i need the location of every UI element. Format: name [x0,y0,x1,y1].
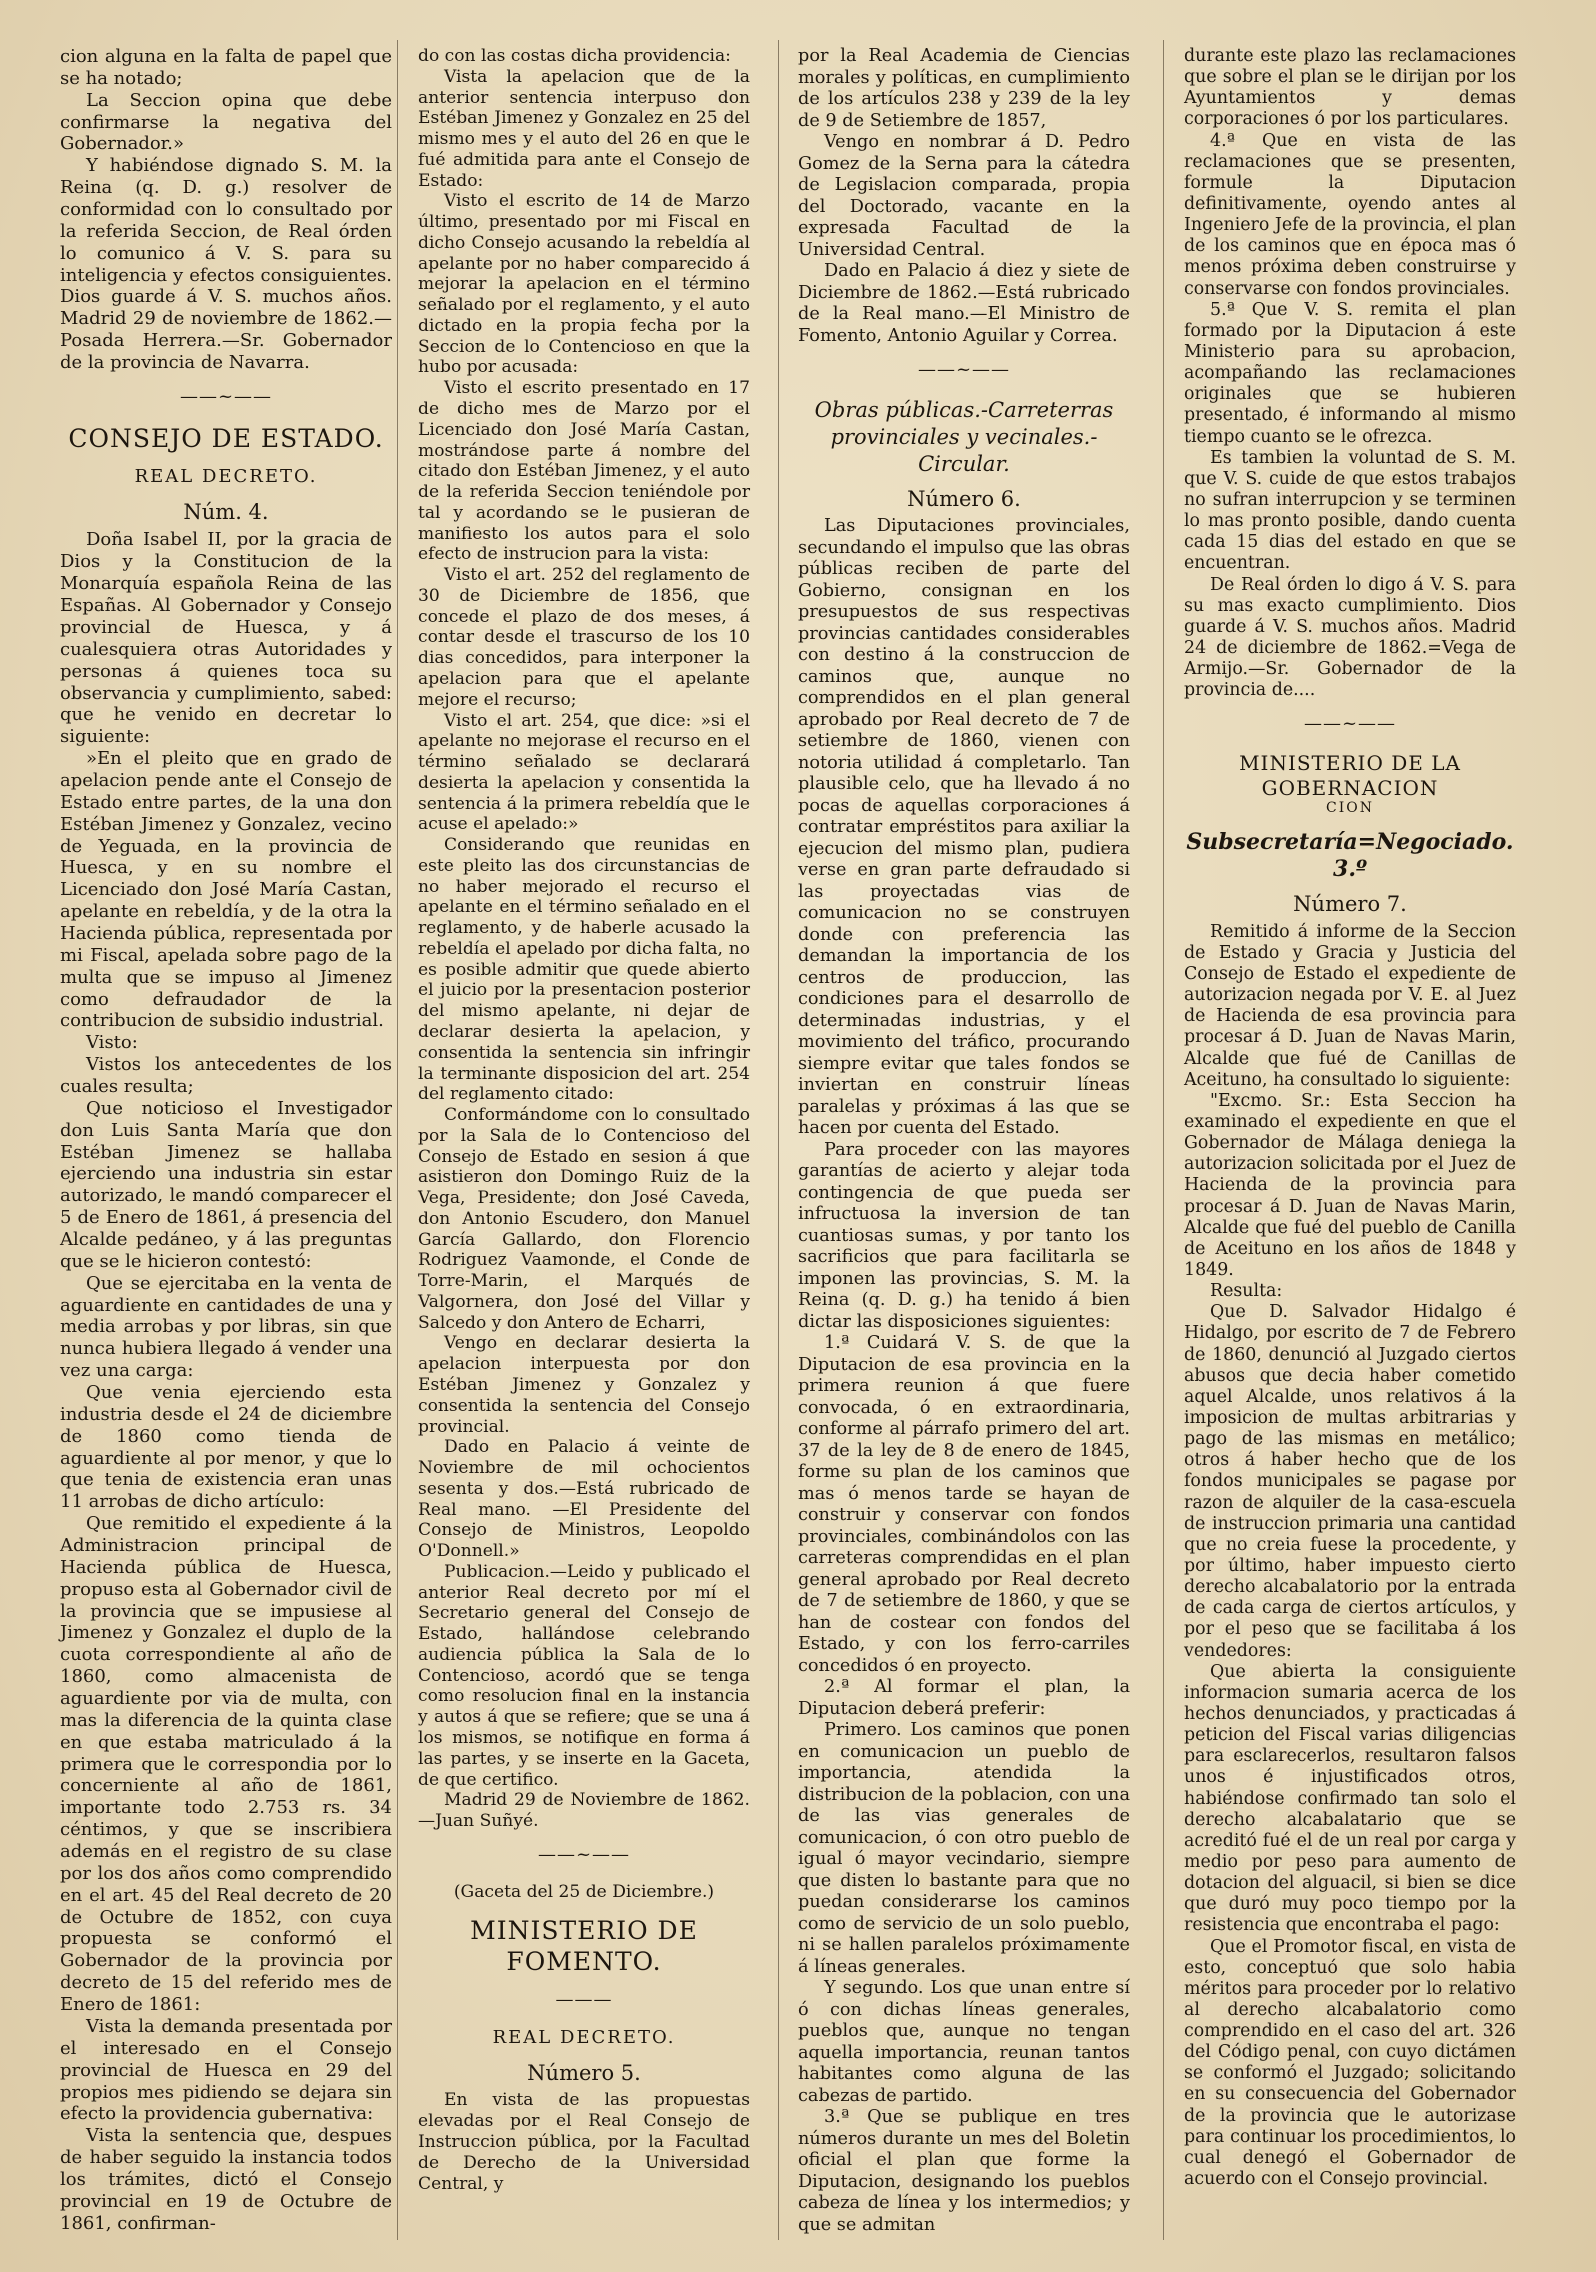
paragraph: Las Diputaciones provinciales, secundando el impulso que las obras públicas reciben de parte del Gobierno, consignan en los presupuestos de sus respectivas provincias cantidades considerables con destino á la construccion de caminos que, aunque no comprendidos en el plan general aprobado por Real decreto de 7 de setiembre de 1860, vienen con notoria utilidad á completarlo. Tan plausible celo, que ha llevado á no pocas de aquellas corporaciones á contratar empréstitos para axiliar la ejecucion del mismo plan, pudiera verse en gran parte defraudado si las proyectadas vias de comunicacion no se construyen donde con preferencia las demandan la importancia de los centros de produccion, las condiciones para el desarrollo de determinadas industrias, y el movimiento del tráfico, procurando siempre evitar que tales fondos se inviertan en construir líneas paralelas y próximas á las que se hacen por cuenta del Estado. [798,516,1130,1139]
number-heading: Núm. 4. [183,499,269,524]
column-rule [397,40,398,2240]
ornament-divider: ——~—— [179,385,273,407]
number-heading: Número 6. [907,486,1021,511]
paragraph: Y segundo. Los que unan entre sí ó con dichas líneas generales, pueblos que, aunque no tengan aquella importancia, reunan tantos habitantes como alguna de las cabezas de partido. [798,1978,1130,2106]
paragraph: Vista la sentencia que, despues de haber seguido la instancia todos los trámites, dictó el Consejo provincial en 19 de Octubre de 1861, confirman- [60,2125,392,2234]
paragraph: Remitido á informe de la Seccion de Estado y Gracia y Justicia del Consejo de Estado el expediente de autorizacion negada por V. E. al Juez de Hacienda de esa provincia para procesar á D. Juan de Navas Marin, Alcalde que fué de Canillas de Aceituno, ha consultado lo siguiente: [1184,921,1516,1090]
paragraph: Visto el escrito presentado en 17 de dicho mes de Marzo por el Licenciado don José María Castan, mostrándose parte á nombre del citado don Estéban Jimenez, y el auto de la referida Seccion teniéndole por tal y acordando se le pusieran de manifiesto los autos para el solo efecto de instrucion para la vista: [418,378,750,565]
paragraph: cion alguna en la falta de papel que se ha notado; [60,46,392,89]
number-heading: Número 5. [527,2060,641,2085]
paragraph: Que remitido el expediente á la Administracion principal de Hacienda pública de Huesca, propuso esta al Gobernador civil de la provincia que se impusiese al Jimenez y Gonzalez el duplo de la cuota correspondiente al año de 1860, como almacenista de aguardiente por via de multa, con mas la diferencia de la quinta clase en que estaba matriculado á la primera que le correspondia por lo concerniente al año de 1861, importante todo 2.753 rs. 34 céntimos, y que se inscribiera además en el registro de su clase por los dos años como comprendido en el art. 45 del Real decreto de 20 de Octubre de 1852, con cuya propuesta se conformó el Gobernador de la provincia por decreto de 15 del referido mes de Enero de 1861: [60,1513,392,2016]
paragraph: Que el Promotor fiscal, en vista de esto, conceptuó que solo habia méritos para proceder por lo relativo al derecho alcabalatorio como comprendido en el caso del art. 326 del Código penal, con cuyo dictámen se conformó el Juzgado; solicitando en su consecuencia del Gobernador de la provincia que le autorizase para continuar los procedimientos, lo cual denegó el Gobernador de acuerdo con el Consejo provincial. [1184,1936,1516,2190]
ornament-divider: ——— [555,1989,613,2011]
section-heading: MINISTERIO DE FOMENTO. [470,1916,698,1976]
paragraph: Que se ejercitaba en la venta de aguardiente en cantidades de una y media arrobas y por libras, sin que nunca hubiera llegado á vender una vez una carga: [60,1272,392,1382]
paragraph: por la Real Academia de Ciencias morales y políticas, en cumplimiento de los artículos 238 y 239 de la ley de 9 de Setiembre de 1857, [798,46,1130,131]
column-rule [778,40,779,2240]
column-3 [798,46,1130,2236]
paragraph: Considerando que reunidas en este pleito las dos circunstancias de no haber mejorado el recurso el apelante en el término señalado en el reglamento, y de haberle acusado la rebeldía el apelado por dicha falta, no es posible admitir que quede abierto el juicio por la presentacion posterior del mismo apelante, ni dejar de declarar desierta la apelacion, y consentida la sentencia sin infringir la terminante disposicion del art. 254 del reglamento citado: [418,835,750,1105]
paragraph: Doña Isabel II, por la gracia de Dios y la Constitucion de la Monarquía española Reina de las Españas. Al Gobernador y Consejo provincial de Huesca, y á cualesquiera otras Autoridades y personas á quienes toca su observancia y cumplimiento, sabed: que he venido en decretar lo siguiente: [60,529,392,748]
paragraph: 1.ª Cuidará V. S. de que la Diputacion de esa provincia en la primera reunion á que fuere convocada, ó en extraordinaria, conforme al párrafo primero del art. 37 de la ley de 8 de enero de 1845, forme su plan de los caminos que mas ó menos tarde se hayan de construir y conservar con fondos provinciales, combinándolos con las carreteras comprendidas en el plan general aprobado por Real decreto de 7 de setiembre de 1860, y que se han de costear con fondos del Estado, y con los ferro-carriles concedidos ó en proyecto. [798,1333,1130,1676]
paragraph: Visto: [86,1032,138,1054]
paragraph: Que abierta la consiguiente informacion sumaria acerca de los hechos denunciados, y practicadas á peticion del Fiscal varias diligencias para esclarecerlos, resultaron falsos unos é injustificados otros, habiéndose confirmado tan solo el derecho alcabalatario que se acreditó fué el de un real por carga y medio por peso para aumento de dotacion del alguacil, si bien se dice que duró muy poco tiempo por la resistencia que encontraba el pago: [1184,1661,1516,1936]
paragraph: Que venia ejerciendo esta industria desde el 24 de diciembre de 1860 como tienda de aguardiente al por menor, y que lo que tenia de existencia eran unas 11 arrobas de dicho artículo: [60,1382,392,1513]
section-heading-italic: Obras públicas.-Carreterras provinciales y vecinales.-Circular. [814,397,1114,477]
paragraph: Vista la demanda presentada por el interesado en el Consejo provincial de Huesca en 29 del propios mes pidiendo se dejara sin efecto la providencia gubernativa: [60,2015,392,2125]
column-4 [1184,46,1516,2190]
ornament-divider: ——~—— [1303,713,1397,735]
paragraph: Dado en Palacio á veinte de Noviembre de mil ochocientos sesenta y dos.—Está rubricado de Real mano. —El Presidente del Consejo de Ministros, Leopoldo O'Donnell.» [418,1437,750,1562]
paragraph: durante este plazo las reclamaciones que sobre el plan se le dirijan por los Ayuntamientos y demas corporaciones ó por los particulares. [1184,46,1516,130]
paragraph: En vista de las propuestas elevadas por el Real Consejo de Instruccion pública, por la Facultad de Derecho de la Universidad Central, y [418,2090,750,2194]
column-rule [1163,40,1164,2240]
section-heading: MINISTERIO DE LA GOBERNACION [1239,751,1461,800]
paragraph: Que noticioso el Investigador don Luis Santa María que don Estéban Jimenez se hallaba ejerciendo una industria sin estar autorizado, le mandó comparecer el 5 de Enero de 1861, á presencia del Alcalde pedáneo, y á las preguntas que se le hicieron contestó: [60,1097,392,1272]
paragraph: Publicacion.—Leido y publicado el anterior Real decreto por mí el Secretario general del Consejo de Estado, hallándose celebrando audiencia pública la Sala de lo Contencioso, acordó que se tenga como resolucion final en la instancia y autos á que se refiere; que se una á los mismos, se notifique en forma á las partes, y se inserte en la Gaceta, de que certifico. [418,1561,750,1790]
column-2 [418,46,750,2194]
paragraph: 2.ª Al formar el plan, la Diputacion deberá preferir: [798,1677,1130,1719]
paragraph: Madrid 29 de Noviembre de 1862. —Juan Suñyé. [418,1790,750,1832]
paragraph: do con las costas dicha providencia: [418,46,731,66]
gaceta-note: (Gaceta del 25 de Diciembre.) [453,1881,715,1902]
paragraph: Y habiéndose dignado S. M. la Reina (q. D. g.) resolver de conformidad con lo consultado por la referida Seccion, de Real órden lo comunico á V. S. para su inteligencia y efectos consiguientes. Dios guarde á V. S. muchos años. Madrid 29 de noviembre de 1862.—Posada Herrera.—Sr. Gobernador de la provincia de Navarra. [60,155,392,374]
paragraph: Visto el art. 254, que dice: »si el apelante no mejorase el recurso en el término señalado se declarará desierta la apelacion y consentida la sentencia á la primera rebeldía que le acuse el apelado:» [418,710,750,835]
ornament-divider: ——~—— [537,1843,631,1865]
paragraph: Vengo en declarar desierta la apelacion interpuesta por don Estéban Jimenez y Gonzalez y consentida la sentencia del Consejo provincial. [418,1333,750,1437]
number-heading: Número 7. [1293,892,1407,917]
paragraph: La Seccion opina que debe confirmarse la negativa del Gobernador.» [60,89,392,155]
paragraph: »En el pleito que en grado de apelacion pende ante el Consejo de Estado entre partes, de la una don Estéban Jimenez y Gonzalez, vecino de Yeguada, en la provincia de Huesca, y en su nombre el Licenciado don José María Castan, apelante en rebeldía, y de la otra la Hacienda pública, representada por mi Fiscal, apelada sobre pago de la multa que se impuso al Jimenez como defraudador de la contribucion de subsidio industrial. [60,748,392,1032]
column-1 [60,46,392,2235]
paragraph: Vistos los antecedentes de los cuales resulta; [60,1054,392,1097]
ornament-divider: ——~—— [917,359,1011,380]
paragraph: Conformándome con lo consultado por la Sala de lo Contencioso del Consejo de Estado en sesion á que asistieron don Domingo Ruiz de la Vega, Presidente; don José Caveda, don Antonio Escudero, don Manuel García Gallardo, don Florencio Rodriguez Vaamonde, el Conde de Torre-Marin, el Marqués de Valgornera, don José del Villar y Salcedo y don Antero de Echarri, [418,1105,750,1333]
paragraph: Dado en Palacio á diez y siete de Diciembre de 1862.—Está rubricado de la Real mano.—El Ministro de Fomento, Antonio Aguilar y Correa. [798,261,1130,346]
paragraph: Visto el art. 252 del reglamento de 30 de Diciembre de 1856, que concede el plazo de dos meses, á contar desde el trascurso de los 10 dias concedidos, para interponer la apelacion para que el apelante mejore el recurso; [418,565,750,710]
paragraph: "Excmo. Sr.: Esta Seccion ha examinado el expediente en que el Gobernador de Málaga deniega la autorizacion solicitada por el Juez de Hacienda de la provincia para procesar á D. Juan de Navas Marin, Alcalde que fué del pueblo de Canilla de Aceituno en los años de 1848 y 1849. [1184,1090,1516,1280]
paragraph: 3.ª Que se publique en tres números durante un mes del Boletin oficial el plan que forme la Diputacion, designando los pueblos cabeza de línea y los intermedios; y que se admitan [798,2107,1130,2235]
paragraph: Primero. Los caminos que ponen en comunicacion un pueblo de importancia, atendida la distribucion de la poblacion, con una de las vias generales de comunicacion, ó con otro pueblo de igual ó mayor vecindario, siempre que disten lo bastante para que no puedan considerarse los caminos como de servicio de un solo pueblo, ni se hallen paralelos próximamente á líneas generales. [798,1720,1130,1977]
paragraph: Resulta: [1210,1281,1283,1302]
paragraph: Vengo en nombrar á D. Pedro Gomez de la Serna para la cátedra de Legislacion comparada, propia del Doctorado, vacante en la expresada Facultad de la Universidad Central. [798,132,1130,260]
sub-heading: REAL DECRETO. [134,466,318,488]
section-heading: CONSEJO DE ESTADO. [68,423,384,453]
sub-heading: REAL DECRETO. [492,2027,676,2049]
subsecretaria-heading: Subsecretaría=Negociado. 3.º [1186,828,1514,882]
paragraph: 4.ª Que en vista de las reclamaciones que se presenten, formule la Diputacion definitivamente, oyendo antes al Ingeniero Jefe de la provincia, el plan de los caminos que en época mas ó menos próxima deben construirse y conservarse con fondos provinciales. [1184,130,1516,299]
paragraph: Vista la apelacion que de la anterior sentencia interpuso don Estéban Jimenez y Gonzalez en 25 del mismo mes y el auto del 26 en que le fué admitida para ante el Consejo de Estado: [418,66,750,191]
paragraph: Visto el escrito de 14 de Marzo último, presentado por mi Fiscal en dicho Consejo acusando la rebeldía al apelante por no haber comparecido á mejorar la apelacion en el término señalado por el reglamento, y el auto dictado en la propia fecha por la Seccion de lo Contencioso en que la hubo por acusada: [418,191,750,378]
paragraph: Que D. Salvador Hidalgo é Hidalgo, por escrito de 7 de Febrero de 1860, denunció al Juzgado ciertos abusos que decia haber cometido aquel Alcalde, unos relativos á la imposicion de multas arbitrarias y pago de las mismas en metálico; otros á haber hecho que de los fondos municipales se pagase por razon de alquiler de la casa-escuela de instruccion primaria una cantidad que no creia fuese la procedente, y por último, haber impuesto cierto derecho alcabalatorio por la entrada de cada carga de ciertos artículos, y por el peso que se facilitaba á los vendedores: [1184,1302,1516,1661]
paragraph: 5.ª Que V. S. remita el plan formado por la Diputacion á este Ministerio para su aprobacion, acompañando las reclamaciones originales que se hubieren presentado, é informando al mismo tiempo cuanto se le ofrezca. [1184,299,1516,447]
paragraph: Para proceder con las mayores garantías de acierto y alejar toda contingencia de que pueda ser infructuosa la inversion de tan cuantiosas sumas, y por tanto los sacrificios que para facilitarla se imponen las provincias, S. M. la Reina (q. D. g.) ha tenido á bien dictar las disposiciones siguientes: [798,1139,1130,1332]
section-heading-cont: CION [1326,799,1374,816]
paragraph: Es tambien la voluntad de S. M. que V. S. cuide de que estos trabajos no sufran interrupcion y se terminen lo mas pronto posible, dando cuenta cada 15 dias del estado en que se encuentran. [1184,447,1516,574]
paragraph: De Real órden lo digo á V. S. para su mas exacto cumplimiento. Dios guarde á V. S. muchos años. Madrid 24 de diciembre de 1862.=Vega de Armijo.—Sr. Gobernador de la provincia de.... [1184,574,1516,701]
